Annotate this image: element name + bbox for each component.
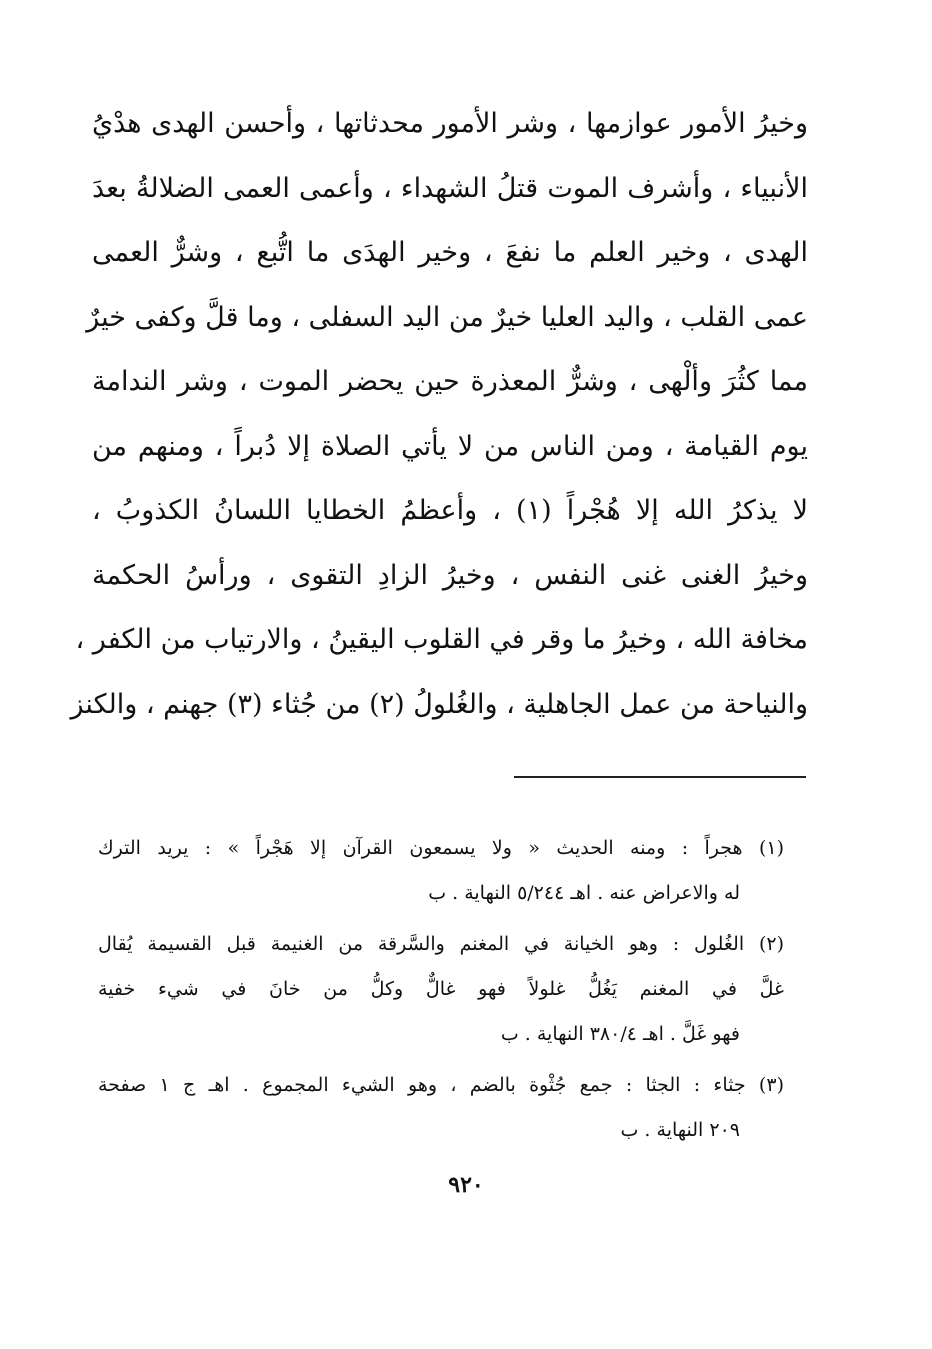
footnote-separator-rule — [514, 776, 806, 778]
footnote-line: (٢) الغُلول : وهو الخيانة في المغنم والسَّرقة من الغنيمة قبل القسيمة يُقال — [98, 933, 784, 955]
text-line: لا يذكرُ الله إلا هُجْراً (١) ، وأعظمُ الخطايا اللسانُ الكذوبُ ، — [92, 495, 808, 526]
text-line: عمى القلب ، واليد العليا خيرٌ من اليد السفلى ، وما قلَّ وكفى خيرٌ — [86, 301, 808, 333]
text-line: مخافة الله ، وخيرُ ما وقر في القلوب اليقينُ ، والارتياب من الكفر ، — [75, 624, 808, 655]
text-line: الأنبياء ، وأشرف الموت قتلُ الشهداء ، وأعمى العمى الضلالةُ بعدَ — [92, 172, 808, 204]
text-line: مما كثُرَ وألْهى ، وشرٌّ المعذرة حين يحضر الموت ، وشر الندامة — [92, 366, 808, 397]
footnote-1 — [98, 826, 784, 916]
text-line: وخيرُ الغنى غنى النفس ، وخيرُ الزادِ التقوى ، ورأسُ الحكمة — [92, 559, 808, 591]
text-line: الهدى ، وخير العلم ما نفعَ ، وخير الهدَى ما اتُّبع ، وشرٌّ العمى — [92, 237, 808, 268]
footnote-line: ٢٠٩ النهاية . ب — [620, 1119, 740, 1141]
footnote-line: غلَّ في المغنم يَغُلُّ غلولاً فهو غالٌّ وكلُّ من خانَ في شيء خفية — [98, 978, 784, 1000]
footnote-line: (٣) جثاء : الجثا : جمع جُثْوة بالضم ، وهو الشيء المجموع . اهـ ج ١ صفحة — [98, 1074, 784, 1096]
footnote-3 — [98, 1063, 784, 1153]
text-line: والنياحة من عمل الجاهلية ، والغُلولُ (٢) من جُثاء (٣) جهنم ، والكنز — [70, 688, 808, 720]
footnote-2 — [98, 922, 784, 1057]
page-number: ٩٢٠ — [448, 1172, 484, 1198]
text-line: وخيرُ الأمور عوازمها ، وشر الأمور محدثاتها ، وأحسن الهدى هدْيُ — [92, 108, 808, 139]
footnote-line: له والاعراض عنه . اهـ ٥/٢٤٤ النهاية . ب — [428, 882, 740, 904]
footnotes-block — [98, 826, 784, 1159]
main-text-block — [70, 92, 808, 737]
text-line: يوم القيامة ، ومن الناس من لا يأتي الصلاة إلا دُبراً ، ومنهم من — [92, 430, 808, 462]
footnote-line: فهو غَلَّ . اهـ ٣٨٠/٤ النهاية . ب — [500, 1023, 740, 1045]
footnote-line: (١) هجراً : ومنه الحديث « ولا يسمعون القرآن إلا هَجْراً » : يريد الترك — [98, 837, 784, 859]
